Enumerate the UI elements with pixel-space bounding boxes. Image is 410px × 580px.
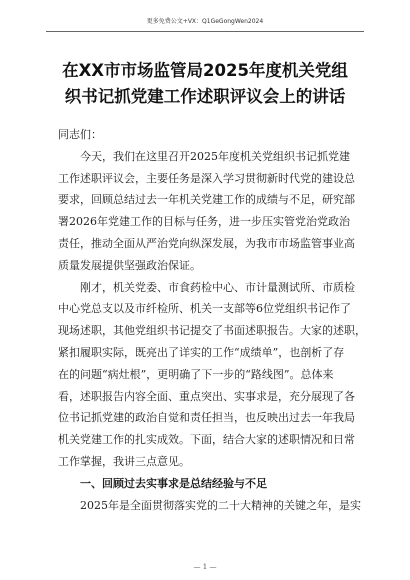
body-line: 刚才，机关党委、市食药检中心、市计量测试所、市质检 <box>58 280 355 294</box>
document-title <box>40 58 370 110</box>
body-line: 要求，回顾总结过去一年机关党建工作的成绩与不足，研究部 <box>58 193 355 207</box>
body-line: 署2026年党建工作的目标与任务，进一步压实管党治党政治 <box>58 215 350 229</box>
section-heading: 一、回顾过去实事求是总结经验与不足 <box>58 476 267 490</box>
header-divider <box>46 31 364 32</box>
title-line-2: 织书记抓党建工作述职评议会上的讲话 <box>64 87 346 106</box>
body-line: 质量发展提供坚强政治保证。 <box>58 258 201 272</box>
body-line: 今天，我们在这里召开2025年度机关党组织书记抓党建 <box>58 149 350 163</box>
body-line: 紧扣履职实际，既亮出了详实的工作“成绩单”，也剖析了存 <box>58 345 345 359</box>
body-line: 位书记抓党建的政治自觉和责任担当，也反映出过去一年我局 <box>58 411 355 425</box>
document-body <box>58 124 366 516</box>
page-number: — 1 — <box>193 563 217 571</box>
body-line: 2025年是全面贯彻落实党的二十大精神的关键之年，是实 <box>58 498 361 512</box>
body-line: 中心党总支以及市纤检所、机关一支部等6位党组织书记作了 <box>58 302 351 316</box>
body-line: 工作述职评议会，主要任务是深入学习贯彻新时代党的建设总 <box>58 171 355 185</box>
body-line: 工作掌握，我讲三点意见。 <box>58 454 190 468</box>
body-line: 现场述职，其他党组织书记提交了书面述职报告。大家的述职， <box>58 324 366 338</box>
body-line: 看，述职报告内容全面、重点突出、实事求是，充分展现了各 <box>58 389 355 403</box>
body-line: 机关党建工作的扎实成效。下面，结合大家的述职情况和日常 <box>58 433 355 447</box>
page-header: 更多免费公文+VX：Q1GeGongWen2024 <box>146 18 264 25</box>
salutation: 同志们： <box>58 128 102 141</box>
title-line-1: 在XX市市场监管局2025年度机关党组 <box>62 61 348 80</box>
body-line: 责任，推动全面从严治党向纵深发展，为我市市场监管事业高 <box>58 236 355 250</box>
body-line: 在的问题“病灶根”，更明确了下一步的“路线图”。总体来 <box>58 367 334 381</box>
